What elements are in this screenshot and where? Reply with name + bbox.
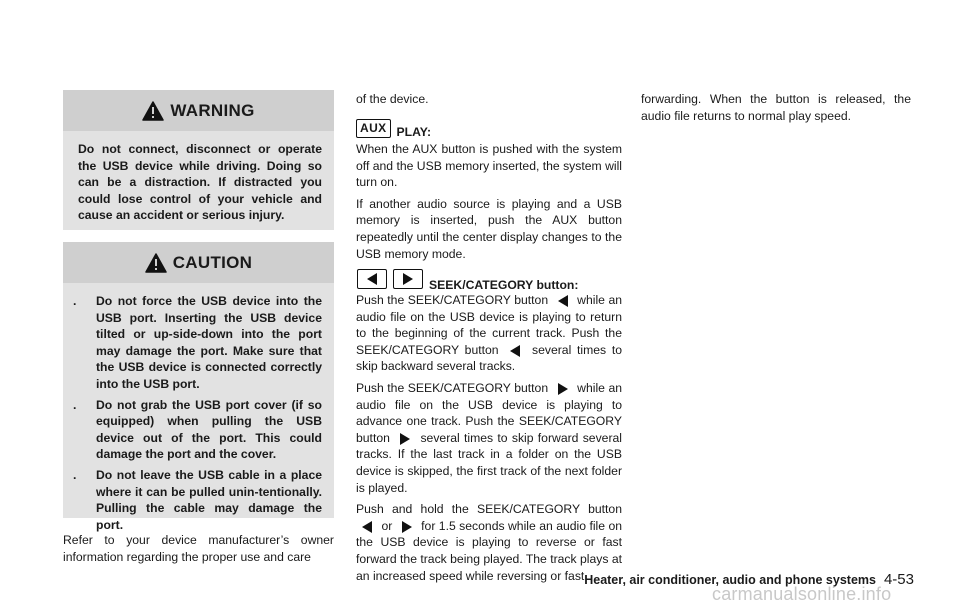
seek-paragraph-3 bbox=[356, 501, 622, 584]
triangle-right-icon bbox=[558, 383, 568, 395]
seek-paragraph-2 bbox=[356, 380, 622, 496]
caution-icon bbox=[145, 253, 167, 273]
caution-item bbox=[73, 293, 322, 393]
forwarding-paragraph: forwarding. When the button is released, the audio file returns to normal play speed. bbox=[641, 92, 911, 123]
caution-item-text: Do not leave the USB cable in a place where it can be pulled unin-tentionally. Pulling the cable may damage the port. bbox=[96, 467, 322, 532]
play-paragraph-1: When the AUX button is pushed with the system off and the USB memory inserted, the system will turn on. bbox=[356, 142, 622, 190]
intro-text: of the device. bbox=[356, 92, 429, 106]
seek-p1-part-a: Push the SEEK/CATEGORY button bbox=[356, 293, 549, 307]
triangle-right-icon bbox=[403, 273, 413, 285]
triangle-right-icon bbox=[400, 433, 410, 445]
seek-forward-button-icon bbox=[393, 269, 423, 289]
caution-item-text: Do not grab the USB port cover (if so equipped) when pulling the USB device out of the port. This could damage the port and the cover. bbox=[96, 397, 322, 462]
section-title: Heater, air conditioner, audio and phone systems bbox=[584, 573, 876, 587]
triangle-left-icon bbox=[367, 273, 377, 285]
care-paragraph: Refer to your device manufacturer’s owner information regarding the proper use and care bbox=[63, 533, 334, 564]
seek-heading-row bbox=[357, 266, 578, 292]
triangle-left-icon bbox=[558, 295, 568, 307]
warning-box bbox=[63, 90, 334, 230]
aux-button-icon: AUX bbox=[356, 119, 391, 138]
seek-p1-part-c: several times to skip backward several tracks. bbox=[356, 342, 622, 374]
warning-text: Do not connect, disconnect or operate the USB device while driving. Doing so can be a distraction. If distracted you could lose control of your vehicle and cause an accident or serious injury. bbox=[78, 142, 322, 223]
bullet-dot: . bbox=[73, 467, 77, 482]
seek-p3-or: or bbox=[381, 518, 393, 533]
warning-title: WARNING bbox=[170, 100, 255, 120]
caution-item bbox=[73, 397, 322, 463]
triangle-left-icon bbox=[362, 521, 372, 533]
triangle-right-icon bbox=[402, 521, 412, 533]
caution-title: CAUTION bbox=[172, 252, 253, 272]
play-heading-row bbox=[356, 117, 431, 139]
warning-icon bbox=[142, 101, 164, 121]
warning-header bbox=[63, 90, 334, 131]
caution-header bbox=[63, 242, 334, 283]
seek-heading: SEEK/CATEGORY button: bbox=[429, 278, 579, 292]
page-number: 4-53 bbox=[883, 571, 914, 588]
play-heading: PLAY: bbox=[396, 125, 432, 139]
play-paragraph-2: If another audio source is playing and a USB memory is inserted, push the AUX button repeatedly until the center display changes to the USB memory mode. bbox=[356, 196, 622, 261]
seek-p2-part-b: while an audio file on the USB device is playing to advance one track. Push the SEEK/CATEGORY button bbox=[356, 380, 623, 445]
caution-item bbox=[73, 467, 322, 533]
bullet-dot: . bbox=[73, 397, 77, 412]
triangle-left-icon bbox=[510, 345, 520, 357]
seek-back-button-icon bbox=[357, 269, 387, 289]
bullet-dot: . bbox=[73, 294, 77, 308]
caution-item-text: Do not force the USB device into the USB port. Inserting the USB device tilted or up-side-down into the port may damage the port. Make sure that the USB device is connected correctly into the USB port. bbox=[96, 294, 322, 391]
seek-p2-part-a: Push the SEEK/CATEGORY button bbox=[356, 380, 549, 395]
watermark: carmanualsonline.info bbox=[712, 584, 892, 604]
caution-box bbox=[63, 242, 334, 532]
seek-p1-part-b: while an audio file on the USB device is playing to return to the beginning of the current track. Push the SEEK/CATEGORY button bbox=[356, 293, 623, 357]
seek-p3-part-b: for 1.5 seconds while an audio file on the USB device is playing to reverse or fast forward the track being played. The track plays at an increased speed while reversing or fast bbox=[356, 518, 623, 583]
seek-p3-part-a: Push and hold the SEEK/CATEGORY button bbox=[356, 502, 622, 517]
seek-p2-part-c: several times to skip forward several tracks. If the last track in a folder on the USB device is skipped, the first track of the next folder is played. bbox=[356, 430, 622, 495]
seek-paragraph-1 bbox=[356, 292, 622, 375]
